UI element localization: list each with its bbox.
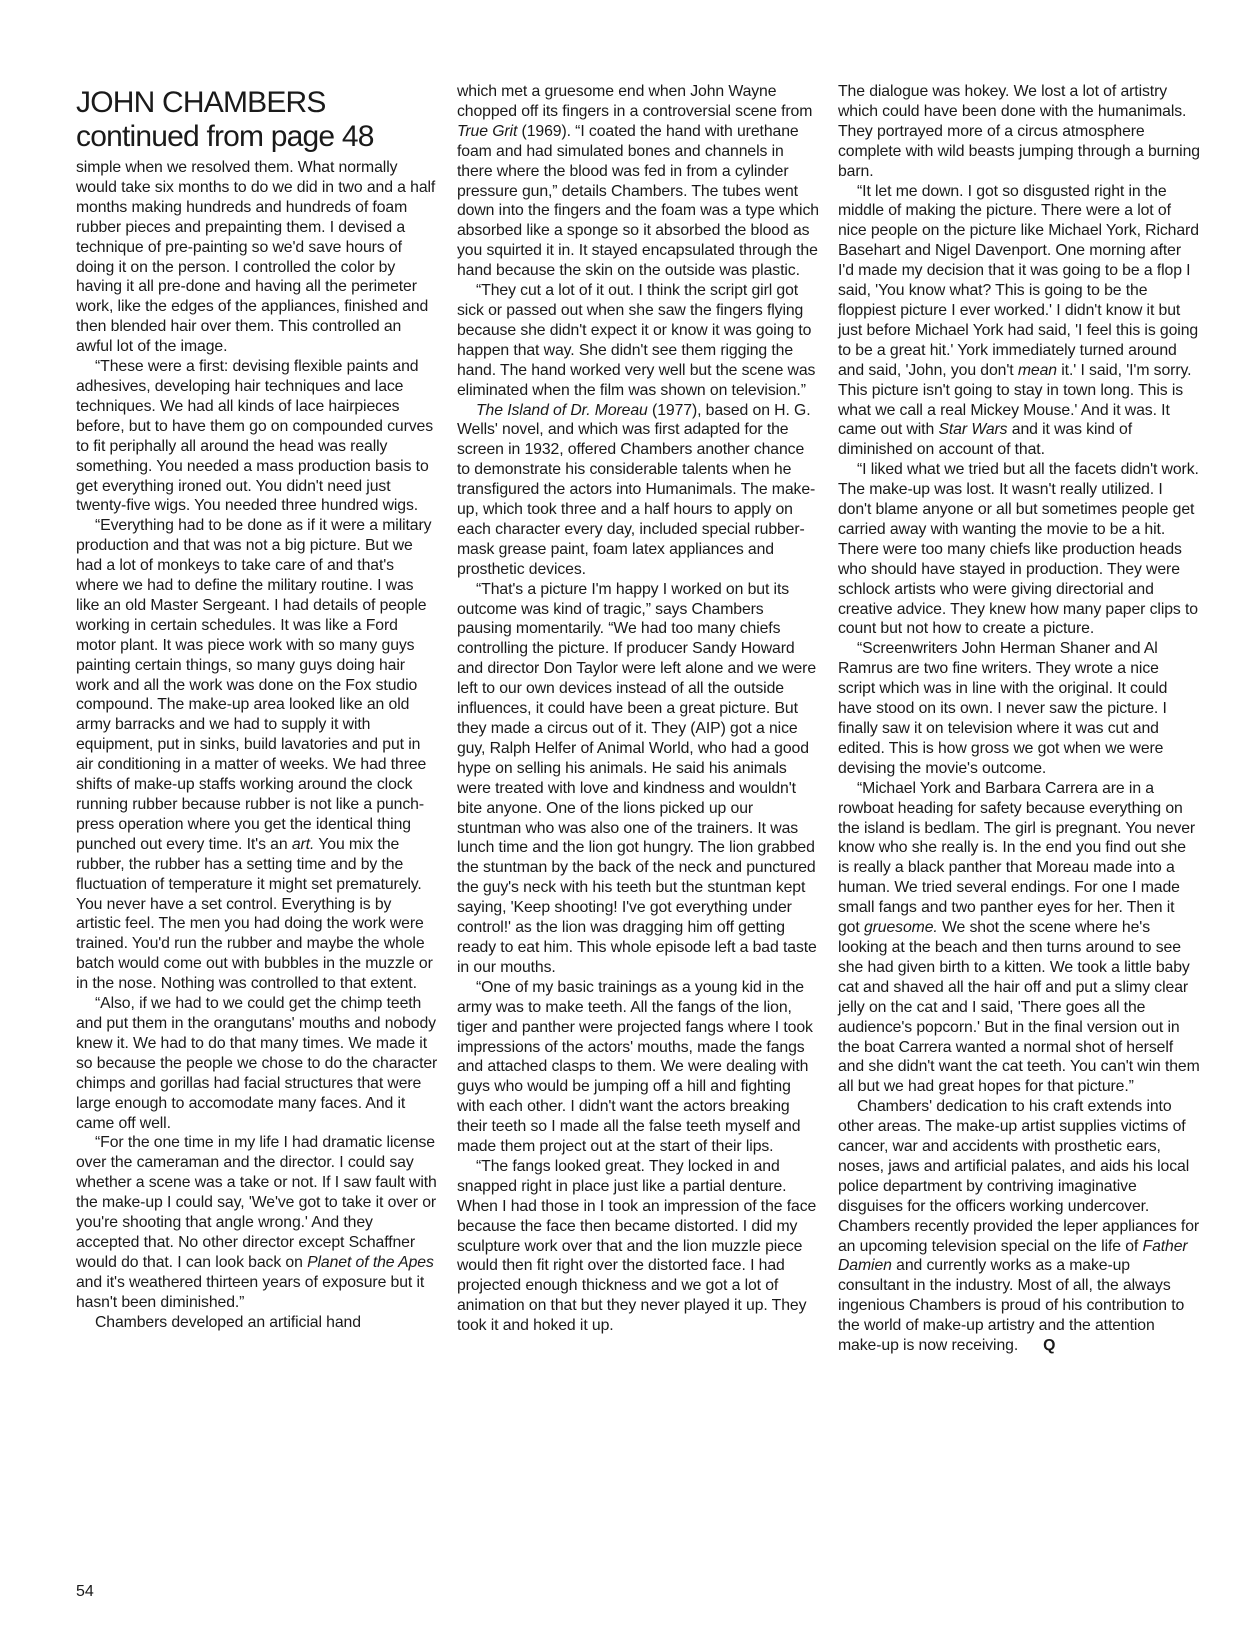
headline <box>76 86 438 154</box>
column-3-body <box>838 82 1200 1356</box>
text-run: “These were a first: devising flexible paints and adhesives, developing hair techniques and lace techniques. We had all kinds of lace hairpieces before, but to have them go on compounded curves to fit periphally all around the head was really something. You needed a mass production basis to get everything ironed out. You didn't need just twenty-five wigs. You needed three hundred wigs. <box>76 358 434 515</box>
text-run: and it was kind of diminished on account of that. <box>838 421 1133 459</box>
italic-title: Father Damien <box>838 1237 1188 1275</box>
paragraph <box>76 994 438 1133</box>
text-run: and it's weathered thirteen years of exposure but it hasn't been diminished.” <box>76 1273 425 1311</box>
paragraph <box>838 182 1200 461</box>
page-number: 54 <box>76 1583 94 1600</box>
text-run: Chambers' dedication to his craft extends into other areas. The make-up artist supplies victims of cancer, war and accidents with prosthetic ears, noses, jaws and artificial palates, and aids his local police department by contriving imaginative disguises for the officers working undercover. Chambers recently provided the leper appliances for an upcoming television special on the life of <box>838 1098 1200 1255</box>
italic-title: mean <box>1017 361 1057 379</box>
article-column-2 <box>457 82 819 1336</box>
text-run: it.' I said, 'I'm sorry. This picture isn't going to stay in town long. This is what we call a real Mickey Mouse.' And it was. It came out with <box>838 361 1192 439</box>
italic-title: True Grit <box>457 122 518 140</box>
paragraph <box>76 357 438 516</box>
paragraph <box>76 1313 438 1333</box>
text-run: Chambers developed an artificial hand <box>95 1313 361 1331</box>
text-run: “Michael York and Barbara Carrera are in a rowboat heading for safety because everything on the island is bedlam. The girl is pregnant. You never know who she really is. In the end you find out she is really a black panther that Moreau made into a human. We tried several endings. For one I made small fangs and two panther eyes for her. Then it got <box>838 779 1196 937</box>
paragraph <box>838 460 1200 639</box>
text-run: “Everything had to be done as if it were a military production and that was not a big picture. But we had a lot of monkeys to take care of and that's where we had to define the military routine. I was like an old Master Sergeant. I had details of people working in certain schedules. It was like a Ford motor plant. It was piece work with so many guys painting certain things, so many guys doing hair work and all the work was done on the Fox studio compound. The make-up area looked like an old army barracks and we had to supply it with equipment, put in sinks, build lavatories and put in air conditioning in a matter of weeks. We had three shifts of make-up staffs working around the clock running rubber because rubber is not like a punch-press operation where you get the identical thing punched out every time. It's an <box>76 517 432 853</box>
text-run: “That's a picture I'm happy I worked on but its outcome was kind of tragic,” says Chambers pausing momentarily. “We had too many chiefs controlling the picture. If producer Sandy Howard and director Don Taylor were left alone and we were left to our own devices instead of all the outside influences, it could have been a great picture. But they made a circus out of it. They (AIP) got a nice guy, Ralph Helfer of Animal World, who had a good hype on selling his animals. He said his animals were treated with love and kindness and wouldn't bite anyone. One of the lions picked up our stuntman who was also one of the trainers. It was lunch time and the lion got hungry. The lion grabbed the stuntman by the back of the neck and punctured the guy's neck with his teeth but the stuntman kept saying, 'Keep shooting! I've got everything under control!' as the lion was dragging him off getting ready to eat him. This whole episode left a bad taste in our mouths. <box>457 580 817 976</box>
text-run: “They cut a lot of it out. I think the script girl got sick or passed out when she saw the fingers flying because she didn't expect it or know it was going to happen that way. She didn't see them rigging the hand. The hand worked very well but the scene was eliminated when the film was shown on television.” <box>457 282 816 399</box>
paragraph <box>838 639 1200 778</box>
article-column-3 <box>838 82 1200 1356</box>
text-run: (1969). “I coated the hand with urethane foam and had simulated bones and channels in there where the blood was fed in from a cylinder pressure gun,” details Chambers. The tubes went down into the fingers and the foam was a type which absorbed like a sponge so it absorbed the blood as you squirted it in. It stayed encapsulated through the hand because the skin on the outside was plastic. <box>457 122 819 280</box>
column-2-body <box>457 82 819 1336</box>
text-run: “I liked what we tried but all the facets didn't work. The make-up was lost. It wasn't really utilized. I don't blame anyone or all but sometimes people get carried away with wanting the movie to be a hit. There were too many chiefs like production heads who should have stayed in production. They were schlock artists who were giving directorial and creative advice. They knew how many paper clips to count but not how to create a picture. <box>838 461 1199 638</box>
text-run: “One of my basic trainings as a young kid in the army was to make teeth. All the fangs of the lion, tiger and panther were projected fangs where I took impressions of the actors' mouths, made the fangs and attached clasps to them. We were dealing with guys who would be jumping off a hill and fighting with each other. I didn't want the actors breaking their teeth so I made all the false teeth myself and made them project out at the start of their lips. <box>457 978 813 1156</box>
article-column-1 <box>76 82 438 1332</box>
paragraph <box>76 158 438 357</box>
paragraph <box>76 516 438 994</box>
paragraph <box>457 82 819 281</box>
italic-title: art. <box>291 835 315 853</box>
italic-title: gruesome. <box>863 919 938 937</box>
paragraph <box>838 82 1200 182</box>
text-run: “Screenwriters John Herman Shaner and Al Ramrus are two fine writers. They wrote a nice script which was in line with the original. It could have stood on its own. I never saw the picture. I finally saw it on television where it was cut and edited. This is how gross we got when we were devising the movie's outcome. <box>838 640 1168 777</box>
paragraph <box>457 281 819 400</box>
headline-title: JOHN CHAMBERS <box>76 86 326 119</box>
end-mark-icon: Q <box>1043 1337 1056 1355</box>
text-run: “For the one time in my life I had dramatic license over the cameraman and the director. I could say whether a scene was a take or not. If I saw fault with the make-up I could say, 'We've got to take it over or you're shooting that angle wrong.' And they accepted that. No other director except Schaffner would do that. I can look back on <box>76 1134 437 1271</box>
paragraph <box>457 401 819 580</box>
italic-title: Star Wars <box>938 421 1008 439</box>
headline-continued: continued from page 48 <box>76 120 374 153</box>
column-1-body <box>76 158 438 1332</box>
paragraph <box>76 1133 438 1312</box>
text-run: “It let me down. I got so disgusted right in the middle of making the picture. There were a lot of nice people on the picture like Michael York, Richard Basehart and Nigel Davenport. One morning after I'd made my decision that it was going to be a flop I said, 'You know what? This is going to be the floppiest picture I ever worked.' I didn't know it but just before Michael York had said, 'I feel this is going to be a great hit.' York immediately turned around and said, 'John, you don't <box>838 182 1199 379</box>
italic-title: The Island of Dr. Moreau <box>476 401 648 419</box>
text-run: and currently works as a make-up consultant in the industry. Most of all, the always ingenious Chambers is proud of his contribution to the world of make-up artistry and the attention make-up is now receiving. <box>838 1257 1185 1355</box>
text-run: (1977), based on H. G. Wells' novel, and which was first adapted for the screen in 1932, offered Chambers another chance to demonstrate his considerable talents when he transfigured the actors into Humanimals. The make-up, which took three and a half hours to apply on each character every day, included special rubber-mask grease paint, foam latex appliances and prosthetic devices. <box>457 401 816 578</box>
text-run: which met a gruesome end when John Wayne chopped off its fingers in a controversial scene from <box>457 83 813 120</box>
text-run: “Also, if we had to we could get the chimp teeth and put them in the orangutans' mouths and nobody knew it. We had to do that many times. We made it so because the people we chose to do the character chimps and gorillas had facial structures that were large enough to accomodate many faces. And it came off well. <box>76 995 438 1132</box>
paragraph <box>838 1097 1200 1356</box>
paragraph <box>457 978 819 1157</box>
paragraph <box>838 779 1200 1098</box>
text-run: The dialogue was hokey. We lost a lot of artistry which could have been done with the humanimals. They portrayed more of a circus atmosphere complete with wild beasts jumping through a burning barn. <box>838 83 1200 180</box>
text-run: We shot the scene where he's looking at the beach and then turns around to see she had given birth to a kitten. We took a little baby cat and shaved all the hair off and put a slimy clear jelly on the cat and I said, 'There goes all the audience's popcorn.' But in the final version out in the boat Carrera wanted a normal shot of herself and she didn't want the cat teeth. You can't win them all but we had great hopes for that picture.” <box>838 919 1200 1096</box>
text-run: simple when we resolved them. What normally would take six months to do we did in two and a half months making hundreds and hundreds of foam rubber pieces and prepainting them. I devised a technique of pre-painting so we'd save hours of doing it on the person. I controlled the color by having it all pre-done and having all the perimeter work, like the edges of the appliances, finished and then blended hair over them. This controlled an awful lot of the image. <box>76 159 436 356</box>
text-run: You mix the rubber, the rubber has a setting time and by the fluctuation of temperature it might set prematurely. You never have a set control. Everything is by artistic feel. The men you had doing the work were trained. You'd run the rubber and maybe the whole batch would come out with bubbles in the muzzle or in the nose. Nothing was controlled to that extent. <box>76 835 433 993</box>
text-run: “The fangs looked great. They locked in and snapped right in place just like a partial denture. When I had those in I took an impression of the face because the face then became distorted. I did my sculpture work over that and the lion muzzle piece would then fit right over the distorted face. I had projected enough thickness and we got a lot of animation on that but they never played it up. They took it and hoked it up. <box>457 1157 817 1335</box>
italic-title: Planet of the Apes <box>307 1253 434 1271</box>
paragraph <box>457 580 819 978</box>
paragraph <box>457 1157 819 1336</box>
